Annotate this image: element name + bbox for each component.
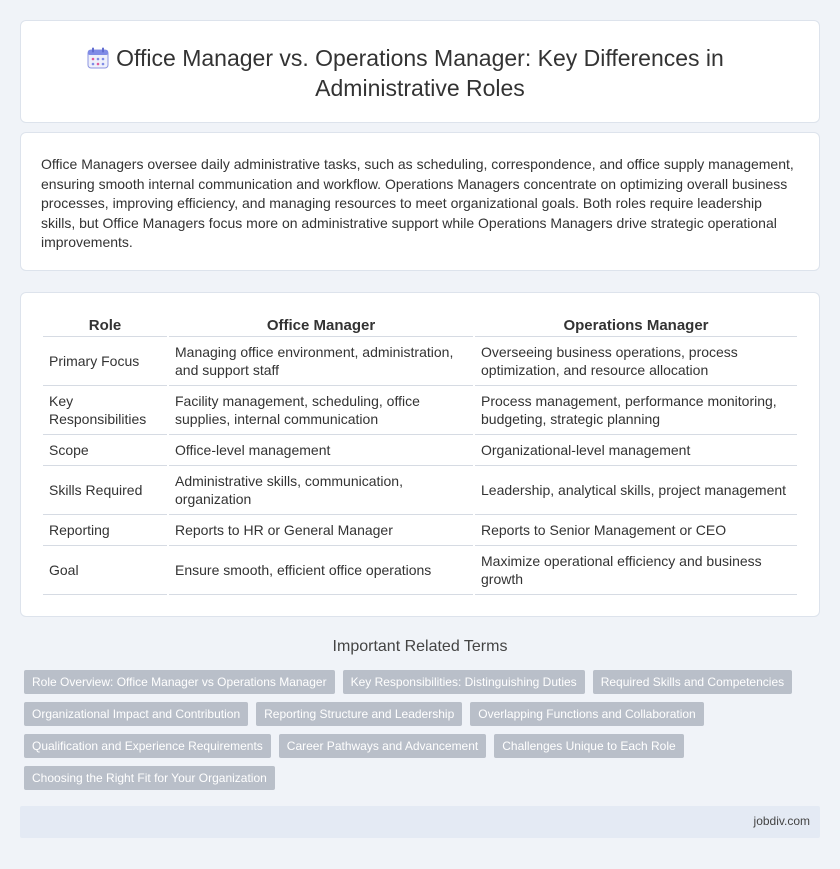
table-row	[43, 546, 797, 595]
table-row	[43, 466, 797, 515]
table-cell: Skills Required	[43, 466, 167, 515]
related-term-tag[interactable]: Choosing the Right Fit for Your Organization	[24, 766, 275, 790]
comparison-table	[41, 315, 799, 595]
table-row	[43, 337, 797, 386]
column-header: Office Manager	[169, 315, 473, 337]
related-term-tag[interactable]: Required Skills and Competencies	[593, 670, 792, 694]
table-cell: Primary Focus	[43, 337, 167, 386]
related-term-tag[interactable]: Overlapping Functions and Collaboration	[470, 702, 703, 726]
table-row	[43, 515, 797, 546]
table-cell: Goal	[43, 546, 167, 595]
table-cell: Scope	[43, 435, 167, 466]
table-cell: Maximize operational efficiency and business growth	[475, 546, 797, 595]
intro-text: Office Managers oversee daily administrative tasks, such as scheduling, correspondence, and office supply management, ensuring smooth internal communication and workflow. Operations Managers concentrate on optimizing overall business processes, improving efficiency, and managing resources to meet organizational goals. Both roles require leadership skills, but Office Managers focus more on administrative support while Operations Managers drive strategic operational improvements.	[41, 156, 794, 251]
table-cell: Reports to HR or General Manager	[169, 515, 473, 546]
related-term-tag[interactable]: Key Responsibilities: Distinguishing Duties	[343, 670, 585, 694]
related-terms-heading: Important Related Terms	[332, 638, 508, 655]
table-cell: Reporting	[43, 515, 167, 546]
comparison-card	[20, 292, 820, 617]
table-cell: Leadership, analytical skills, project management	[475, 466, 797, 515]
table-header-row	[43, 315, 797, 337]
table-cell: Administrative skills, communication, organization	[169, 466, 473, 515]
footer	[20, 806, 820, 838]
related-term-tag[interactable]: Reporting Structure and Leadership	[256, 702, 462, 726]
table-cell: Office-level management	[169, 435, 473, 466]
site-link[interactable]: jobdiv.com	[753, 814, 810, 828]
column-header: Operations Manager	[475, 315, 797, 337]
table-row	[43, 435, 797, 466]
table-cell: Managing office environment, administration, and support staff	[169, 337, 473, 386]
related-term-tag[interactable]: Role Overview: Office Manager vs Operations Manager	[24, 670, 335, 694]
related-term-tag[interactable]: Career Pathways and Advancement	[279, 734, 486, 758]
table-cell: Key Responsibilities	[43, 386, 167, 435]
column-header: Role	[43, 315, 167, 337]
table-cell: Process management, performance monitoring, budgeting, strategic planning	[475, 386, 797, 435]
table-cell: Ensure smooth, efficient office operations	[169, 546, 473, 595]
intro-card	[20, 132, 820, 271]
table-cell: Reports to Senior Management or CEO	[475, 515, 797, 546]
related-terms-list	[24, 670, 804, 790]
table-cell: Organizational-level management	[475, 435, 797, 466]
table-cell: Facility management, scheduling, office supplies, internal communication	[169, 386, 473, 435]
related-term-tag[interactable]: Qualification and Experience Requirements	[24, 734, 271, 758]
header-card	[20, 20, 820, 123]
related-term-tag[interactable]: Challenges Unique to Each Role	[494, 734, 683, 758]
related-term-tag[interactable]: Organizational Impact and Contribution	[24, 702, 248, 726]
table-row	[43, 386, 797, 435]
page-title: Office Manager vs. Operations Manager: Key Differences in Administrative Roles	[116, 45, 724, 101]
table-cell: Overseeing business operations, process optimization, and resource allocation	[475, 337, 797, 386]
